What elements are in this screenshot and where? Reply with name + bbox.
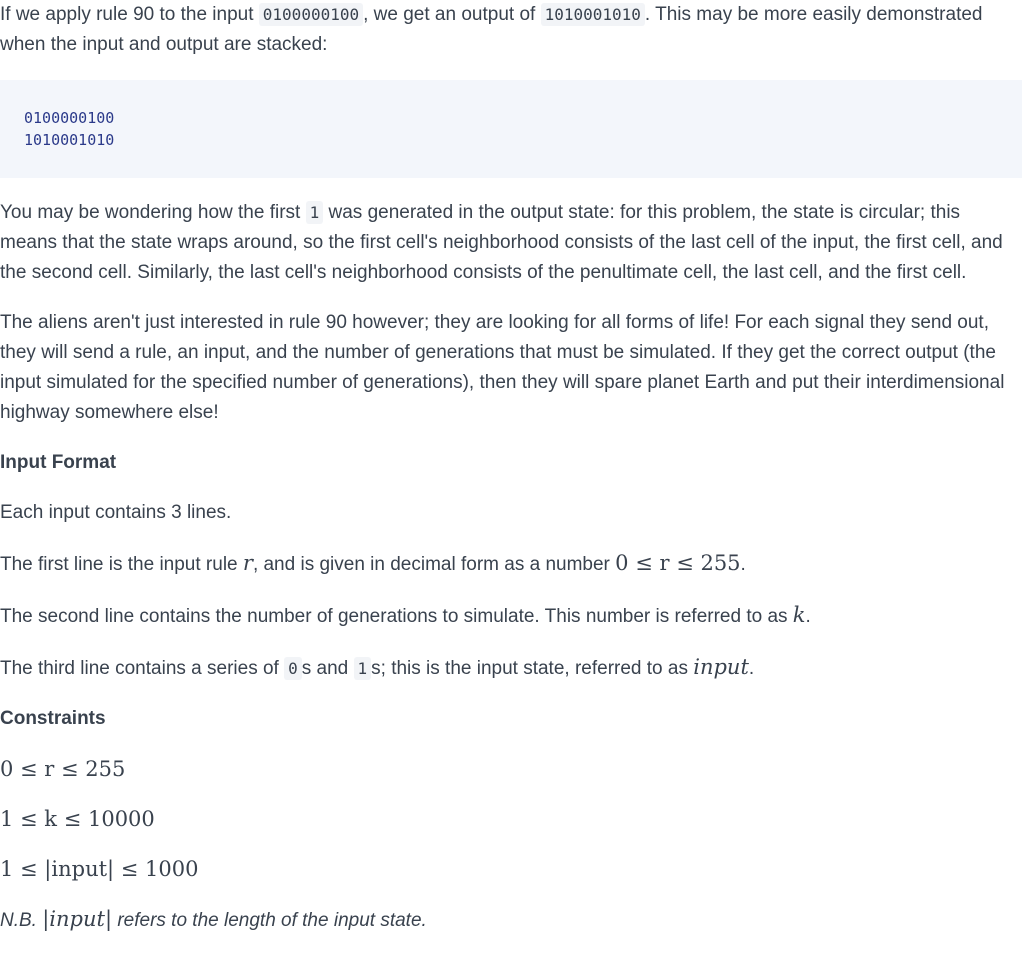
output-code: 1010001010 bbox=[541, 3, 645, 26]
input-format-line0: Each input contains 3 lines. bbox=[0, 502, 232, 523]
nb-math: |input| bbox=[42, 907, 113, 931]
zero-code: 0 bbox=[284, 657, 302, 680]
var-input: input bbox=[693, 655, 749, 679]
wrap-text-post: was generated in the output state: for this problem, the state is circular; this means that the state wraps around, so the first cell's neighborhood consists of the last cell of the input, the first cell, and the second cell. Similarly, the last cell's neighborhood consists of the penultimate cell, the last cell, and the first cell. bbox=[0, 202, 1003, 283]
input-format-line2 bbox=[0, 600, 1022, 632]
nb-note bbox=[0, 904, 1022, 936]
line3-text-post: . bbox=[748, 658, 755, 679]
one-code: 1 bbox=[306, 201, 324, 224]
input-format-line3 bbox=[0, 652, 1022, 684]
line3-text-mid: s and bbox=[301, 658, 354, 679]
wrap-paragraph bbox=[0, 198, 1022, 288]
line1-text-post: . bbox=[740, 554, 746, 575]
line1-text-mid: , and is given in decimal form as a number bbox=[252, 554, 616, 575]
constraint-r: 0 ≤ r ≤ 255 bbox=[0, 757, 126, 781]
intro-text-mid: , we get an output of bbox=[363, 4, 541, 25]
var-r: r bbox=[242, 551, 253, 575]
one-code-2: 1 bbox=[354, 657, 372, 680]
var-k: k bbox=[792, 603, 806, 627]
line3-text: The third line contains a series of bbox=[0, 658, 285, 679]
code-block bbox=[0, 80, 1022, 178]
code-line-input: 0100000100 bbox=[24, 109, 115, 127]
input-format-line1 bbox=[0, 548, 1022, 580]
nb-label: N.B. bbox=[0, 910, 43, 931]
input-code: 0100000100 bbox=[259, 3, 363, 26]
intro-paragraph bbox=[0, 0, 1022, 60]
line3-text-mid2: s; this is the input state, referred to as bbox=[371, 658, 694, 679]
input-format-heading: Input Format bbox=[0, 452, 117, 473]
constraints-heading: Constraints bbox=[0, 708, 106, 729]
code-line-output: 1010001010 bbox=[24, 131, 115, 149]
line2-text-post: . bbox=[805, 606, 811, 627]
intro-text: If we apply rule 90 to the input bbox=[0, 4, 259, 25]
wrap-text: You may be wondering how the first bbox=[0, 202, 306, 223]
aliens-paragraph: The aliens aren't just interested in rule 90 however; they are looking for all forms of life! For each signal they send out, they will send a rule, an input, and the number of generations that must be simulated. If they get the correct output (the input simulated for the specified number of generations), then they will spare planet Earth and put their interdimensional highway somewhere else! bbox=[0, 312, 1005, 423]
line2-text: The second line contains the number of generations to simulate. This number is referred to as bbox=[0, 606, 793, 627]
rule-range-math: 0 ≤ r ≤ 255 bbox=[615, 551, 741, 575]
constraint-input: 1 ≤ |input| ≤ 1000 bbox=[0, 857, 199, 881]
line1-text: The first line is the input rule bbox=[0, 554, 243, 575]
nb-text: refers to the length of the input state. bbox=[112, 910, 427, 931]
intro-text-post: . This may be more easily demonstrated when the input and output are stacked: bbox=[0, 4, 983, 55]
constraint-k: 1 ≤ k ≤ 10000 bbox=[0, 807, 155, 831]
